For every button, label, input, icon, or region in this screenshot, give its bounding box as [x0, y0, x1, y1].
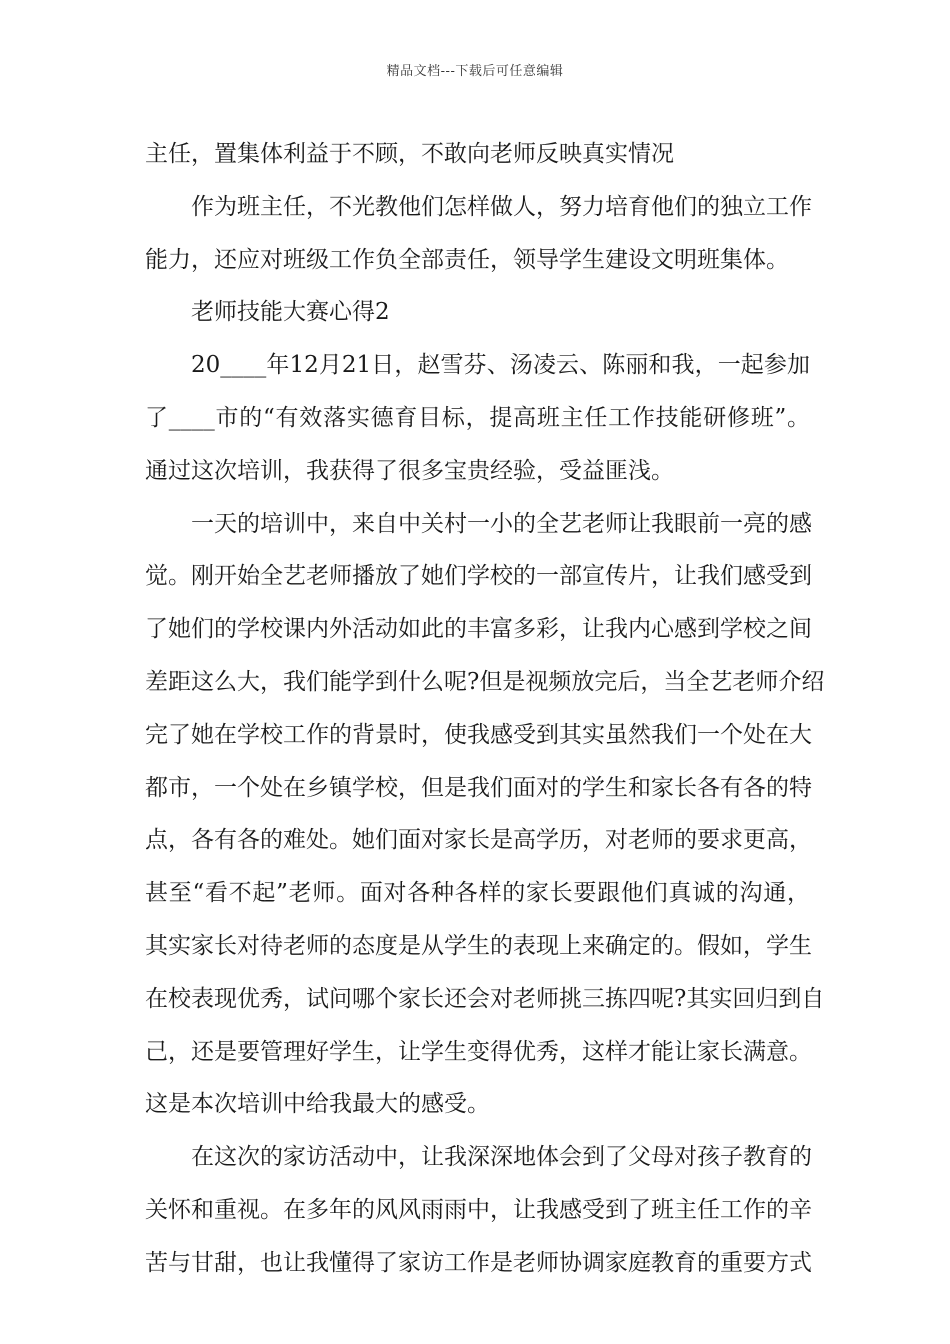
text-line: 点，各有各的难处。她们面对家长是高学历，对老师的要求更高， [145, 827, 812, 854]
text-line: 苦与甘甜，也让我懂得了家访工作是老师协调家庭教育的重要方式 [145, 1249, 812, 1276]
text-line: 主任，置集体利益于不顾，不敢向老师反映真实情况 [145, 141, 674, 167]
page-header: 精品文档---下载后可任意编辑 [386, 64, 564, 79]
section-heading: 老师技能大赛心得2 [191, 299, 390, 326]
text-line: 都市，一个处在乡镇学校，但是我们面对的学生和家长各有各的特 [145, 774, 812, 801]
text-line: 己，还是要管理好学生，让学生变得优秀，这样才能让家长满意。 [145, 1038, 812, 1065]
text-line: 一天的培训中，来自中关村一小的全艺老师让我眼前一亮的感 [191, 510, 812, 537]
text-line: 觉。刚开始全艺老师播放了她们学校的一部宣传片，让我们感受到 [145, 563, 812, 590]
text-line: 了她们的学校课内外活动如此的丰富多彩，让我内心感到学校之间 [145, 616, 812, 643]
text-line: 在这次的家访活动中，让我深深地体会到了父母对孩子教育的 [191, 1144, 812, 1171]
document-body [145, 128, 825, 1290]
text-line: 作为班主任，不光教他们怎样做人，努力培育他们的独立工作 [191, 193, 812, 220]
text-line: 这是本次培训中给我最大的感受。 [145, 1091, 490, 1118]
text-line: 其实家长对待老师的态度是从学生的表现上来确定的。假如，学生 [145, 932, 812, 959]
text-line: 完了她在学校工作的背景时，使我感受到其实虽然我们一个处在大 [145, 721, 812, 748]
text-line: 甚至“看不起”老师。面对各种各样的家长要跟他们真诚的沟通， [145, 880, 810, 907]
text-line: 了____市的“有效落实德育目标，提高班主任工作技能研修班”。 [145, 404, 810, 431]
text-line: 差距这么大，我们能学到什么呢?但是视频放完后，当全艺老师介绍 [145, 668, 825, 695]
text-line: 通过这次培训，我获得了很多宝贵经验，受益匪浅。 [145, 457, 674, 484]
text-line: 能力，还应对班级工作负全部责任，领导学生建设文明班集体。 [145, 246, 789, 273]
text-line: 关怀和重视。在多年的风风雨雨中，让我感受到了班主任工作的辛 [145, 1196, 812, 1223]
text-line: 在校表现优秀，试问哪个家长还会对老师挑三拣四呢?其实回归到自 [145, 985, 825, 1012]
text-line: 20____年12月21日，赵雪芬、汤凌云、陈丽和我，一起参加 [191, 352, 810, 379]
